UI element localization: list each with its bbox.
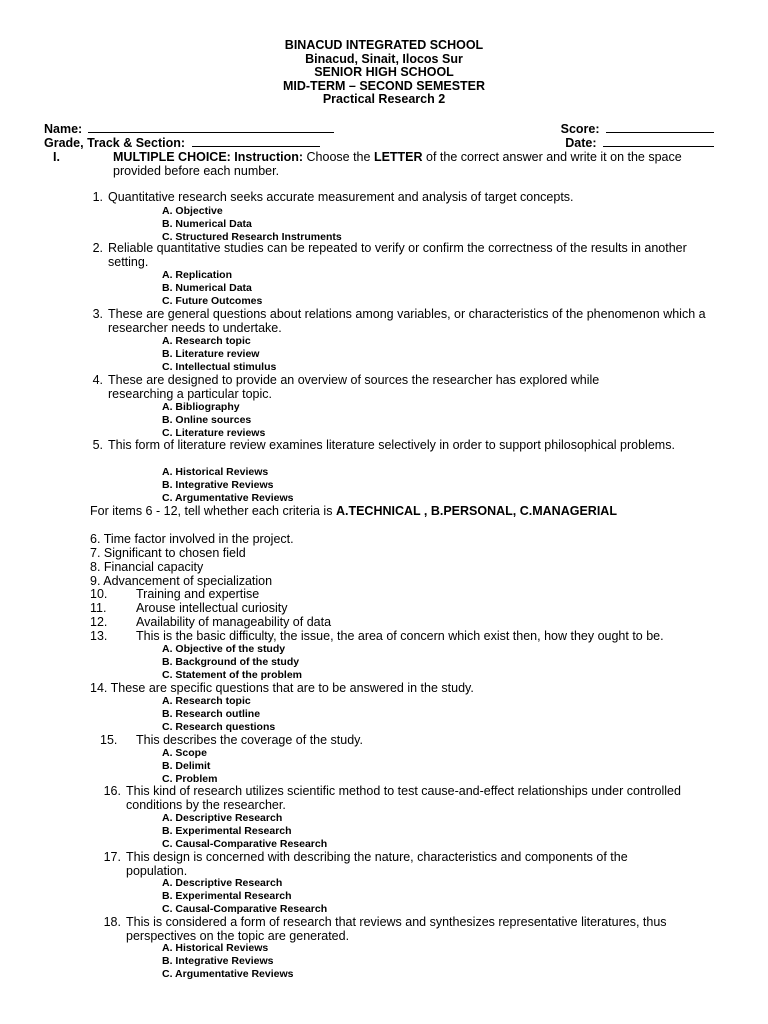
option-b: B. Experimental Research [162,824,292,837]
question-18-options [162,942,294,981]
grade-date-row [44,135,714,150]
option-c: C. Literature reviews [162,426,266,439]
school-name: BINACUD INTEGRATED SCHOOL [284,38,484,52]
option-b: B. Experimental Research [162,889,292,902]
question-13: 13. This is the basic difficulty, the issue, the area of concern which exist then, how they ought to be. [90,629,664,643]
option-c: C. Future Outcomes [162,294,263,307]
question-3-options [162,335,276,374]
option-a: A. Historical Reviews [162,942,269,954]
date-label: Date: [565,136,597,150]
option-c: C. Statement of the problem [162,668,303,681]
item-12: 12. Availability of manageability of data [90,615,332,629]
exam-header [0,39,768,107]
option-a: A. Bibliography [162,401,240,413]
option-a: A. Descriptive Research [162,812,283,824]
option-b: B. Numerical Data [162,217,252,230]
date-blank[interactable] [603,135,714,147]
option-b: B. Literature review [162,347,260,360]
option-a: A. Scope [162,747,207,759]
item-11: 11. Arouse intellectual curiosity [90,601,288,615]
item-10: 10. Training and expertise [90,587,260,601]
name-score-row [44,121,714,136]
option-a: A. Research topic [162,695,251,707]
option-c: C. Argumentative Reviews [162,967,294,980]
criteria-choices: A.TECHNICAL , B.PERSONAL, C.MANAGERIAL [335,504,617,518]
grade-label: Grade, Track & Section: [44,136,186,150]
school-address: Binacud, Sinait, Ilocos Sur [305,51,463,66]
option-b: B. Research outline [162,707,261,720]
option-a: A. Objective of the study [162,643,286,655]
question-3: 3. These are general questions about relations among variables, or characteristics of the phenomenon which a researcher needs to undertake. [92,307,706,335]
exam-title: MID-TERM – SECOND SEMESTER [282,78,486,93]
question-17: 17. This design is concerned with describing the nature, characteristics and components of the population. [103,850,628,878]
option-a: A. Descriptive Research [162,877,283,889]
section-numeral: I. [53,150,60,164]
question-5-options [162,466,294,505]
question-4: 4. These are designed to provide an overview of sources the researcher has explored while researching a particular topic. [92,373,600,401]
question-4-options [162,401,265,440]
option-b: B. Integrative Reviews [162,954,274,967]
option-c: C. Intellectual stimulus [162,360,277,373]
school-level: SENIOR HIGH SCHOOL [314,65,454,79]
question-16-options [162,812,327,851]
question-2: 2. Reliable quantitative studies can be repeated to verify or confirm the correctness of the results in another setting. [92,241,687,269]
item-6: 6. Time factor involved in the project. [90,532,294,546]
option-b: B. Background of the study [162,655,300,668]
option-a: A. Historical Reviews [162,466,269,478]
option-b: B. Integrative Reviews [162,478,274,491]
option-b: B. Delimit [162,759,211,772]
option-a: A. Replication [162,269,233,281]
option-b: B. Numerical Data [162,281,252,294]
grade-blank[interactable] [192,135,320,147]
items-6-12-instruction: For items 6 - 12, tell whether each criteria is A.TECHNICAL , B.PERSONAL, C.MANAGERIAL [90,504,617,518]
question-1: 1. Quantitative research seeks accurate measurement and analysis of target concepts. [92,190,574,204]
question-14-options [162,695,275,734]
instruction-text: MULTIPLE CHOICE: Instruction: Choose the LETTER of the correct answer and write it on the space provided before each number. [113,150,682,178]
question-17-options [162,877,327,916]
question-18: 18. This is considered a form of research that reviews and synthesizes representative literatures, thus perspectives on the topic are generated. [103,915,667,943]
name-label: Name: [44,122,83,136]
question-5: 5. This form of literature review examines literature selectively in order to support philosophical problems. [92,438,675,452]
option-a: A. Objective [162,205,223,217]
option-a: A. Research topic [162,335,251,347]
question-15-options [162,747,217,786]
option-c: C. Structured Research Instruments [162,230,342,243]
option-c: C. Causal-Comparative Research [162,902,328,915]
item-7: 7. Significant to chosen field [90,546,246,560]
question-1-options [162,205,342,244]
score-blank[interactable] [606,121,714,133]
subject-title: Practical Research 2 [322,92,446,106]
option-b: B. Online sources [162,413,252,426]
question-13-options [162,643,302,682]
option-c: C. Argumentative Reviews [162,491,294,504]
option-c: C. Problem [162,772,218,785]
question-14: 14. These are specific questions that are to be answered in the study. [90,681,474,695]
question-2-options [162,269,262,308]
score-label: Score: [560,122,600,136]
option-c: C. Causal-Comparative Research [162,837,328,850]
item-8: 8. Financial capacity [90,560,204,574]
item-9: 9. Advancement of specialization [90,574,273,588]
option-c: C. Research questions [162,720,276,733]
name-blank[interactable] [88,121,334,133]
question-15: 15. This describes the coverage of the study. [100,733,363,747]
question-16: 16. This kind of research utilizes scientific method to test cause-and-effect relationships under controlled conditions by the researcher. [103,784,681,812]
